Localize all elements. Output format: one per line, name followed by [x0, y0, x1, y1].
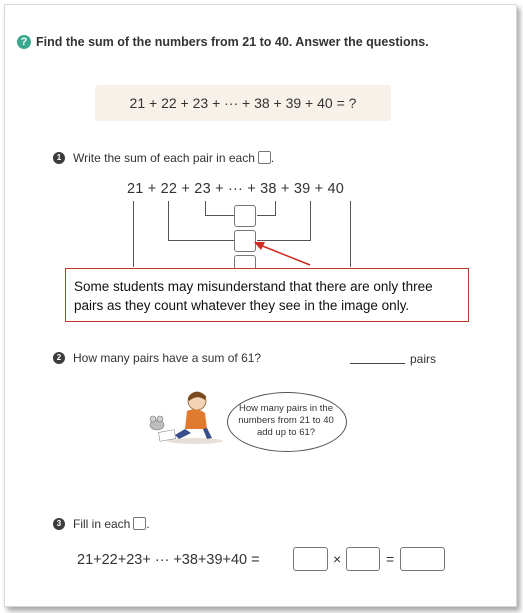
question-2-text: How many pairs have a sum of 61?: [73, 351, 262, 365]
question-3-label: Fill in each: [73, 517, 131, 531]
question-1-text: [73, 151, 274, 165]
equals-sign: =: [386, 551, 395, 567]
question-1-label: Write the sum of each pair in each: [73, 151, 255, 165]
question-3-text: [73, 517, 150, 531]
teacher-note-text: Some students may misunderstand that there are only three pairs as they count whatever they see in the image only.: [74, 279, 433, 313]
question-1-number: 1: [53, 152, 65, 164]
pairs-count-box[interactable]: [293, 547, 328, 571]
page-title: Find the sum of the numbers from 21 to 40. Answer the questions.: [36, 35, 429, 49]
final-expression: 21+22+23+ ··· +38+39+40 =: [77, 552, 260, 568]
teacher-note-callout: [65, 268, 469, 322]
answer-box-icon: [133, 517, 146, 530]
times-sign: ×: [333, 551, 342, 567]
question-1-suffix: .: [270, 151, 275, 165]
question-icon: ?: [17, 35, 31, 49]
question-2-number: 2: [53, 352, 65, 364]
pair-sum-box-1[interactable]: [234, 205, 256, 227]
equation-box: [95, 85, 391, 121]
question-3-number: 3: [53, 518, 65, 530]
pairs-unit-label: pairs: [410, 352, 437, 366]
student-illustration-icon: [145, 385, 225, 445]
total-sum-box[interactable]: [400, 547, 445, 571]
pair-sum-box[interactable]: [346, 547, 380, 571]
thought-bubble-text: How many pairs in the numbers from 21 to 40 add up to 61?: [238, 403, 334, 438]
answer-box-icon: [258, 151, 271, 164]
number-sequence: 21 + 22 + 23 + ··· + 38 + 39 + 40: [127, 181, 345, 197]
worksheet-page: [4, 4, 517, 607]
equation-text: 21 + 22 + 23 + ··· + 38 + 39 + 40 = ?: [129, 95, 357, 111]
pairs-answer-blank[interactable]: [350, 362, 405, 364]
question-3-suffix: .: [146, 517, 150, 531]
